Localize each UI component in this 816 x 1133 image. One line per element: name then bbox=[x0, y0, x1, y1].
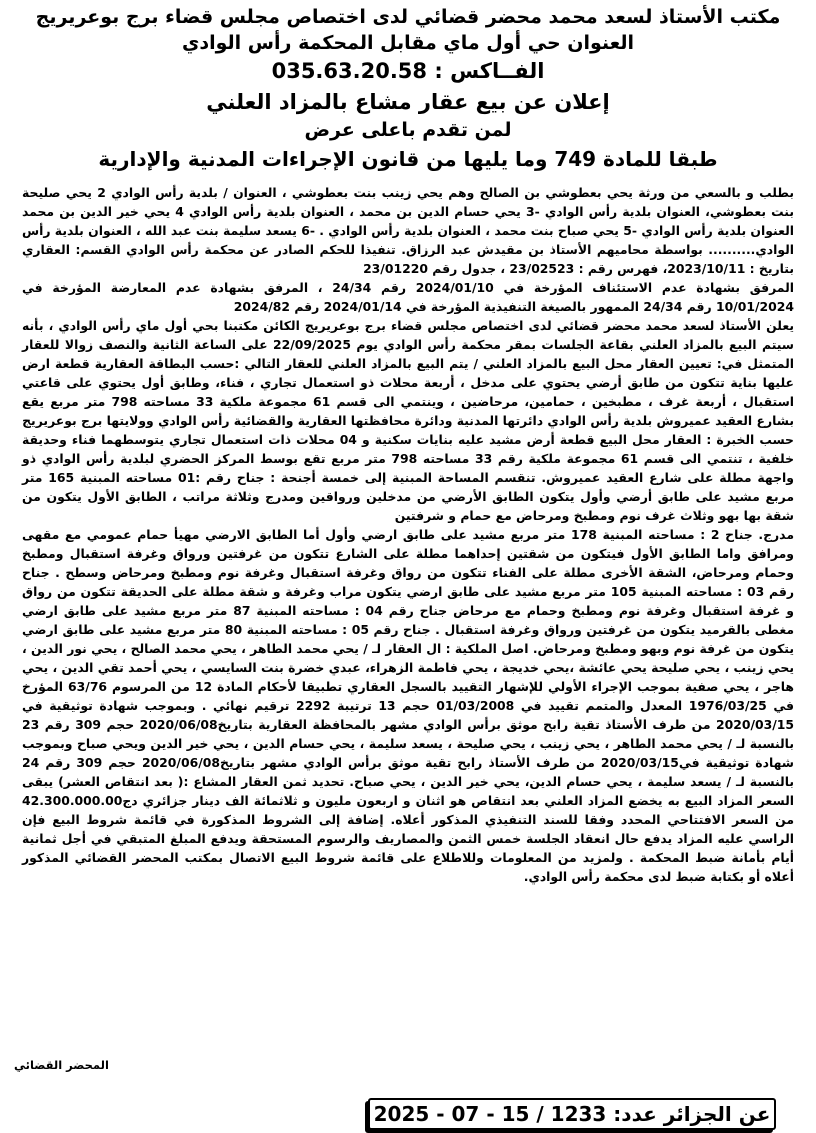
legal-reference: طبقا للمادة 749 وما يليها من قانون الإجراءات المدنية والإدارية bbox=[98, 146, 718, 171]
paragraph-requesters: بطلب و بالسعي من ورثة يحي بعطوشي بن الصالح وهم يحي زينب بنت بعطوشي ، العنوان / بلدية رأس الوادي 2 يحي صليحة بنت بعطوشي، العنوان بلدية رأس الوادي -3 يحي حسام الدين بن محمد ، العنوان بلدية رأس الوادي 4 يحي خير الدين بن محمد العنوان بلدية رأس الوادي -5 يحي صباح بنت محمد ، العنوان بلدية رأس الوادي . -6 يسعد سليمة بنت عبد الله ، العنوان بلدية رأس الوادي.......... بواسطة محاميهم الأستاذ بن مقيدش عبد الرزاق. تنفيذا للحكم الصادر عن محكمة رأس الوادي القسم: العقاري بتاريخ : 2023/10/11، فهرس رقم : 23/02523 ، جدول رقم 23/01220 bbox=[22, 184, 794, 276]
publication-footer: عن الجزائر عدد: 1233 / 15 - 07 - 2025 bbox=[368, 1098, 776, 1130]
paragraph-certificates: المرفق بشهادة عدم الاستئناف المؤرخة في 2024/01/10 رقم 24/34 ، المرفق بشهادة عدم المعارضة المؤرخة في 10/01/2024 رقم 24/34 الممهور بالصيغة التنفيذية المؤرخة في 2024/01/14 رقم 2024/82 bbox=[22, 279, 794, 314]
fax-number: الفــاكس : 035.63.20.58 bbox=[271, 58, 545, 83]
paragraph-auction-announcement: يعلن الأستاذ لسعد محمد محضر قضائي لدى اختصاص مجلس قضاء برج بوعريريج الكائن مكتبنا بحي أول ماي رأس الوادي ، بأنه سيتم البيع بالمزاد العلني بقاعة الجلسات بمقر محكمة رأس الوادي يوم 22/09/2025 على الساعة الثانية والنصف زوالا للعقار المتمثل في: تعيين العقار محل البيع بالمزاد العلني / يتم البيع بالمزاد العلني للعقار التالي :حسب البطاقة العقارية قطعة ارض عليها بناية تتكون من طابق أرضي يحتوي على مدخل ، أربعة محلات ذو استعمال تجاري ، فناء، وطابق أول يحتوي على قاعتي استقبال ، أربعة غرف ، مطبخين ، حمامين، مرحاضين ، وينتمي الى قسم 61 مجموعة ملكية 33 مساحته 798 متر مربع يقع بشارع العقيد عميروش بلدية رأس الوادي دائرتها المدنية ودائرة محافظتها العقارية والقضائية رأس الوادي وولايتها برج بوعريريج bbox=[22, 317, 794, 428]
paragraph-expertise: حسب الخبرة : العقار محل البيع قطعة أرض مشيد عليه بنايات سكنية و 04 محلات ذات استعمال تجاري يتوسطهما فناء وحديقة خلفية ، تنتمي الى قسم 61 مجموعة ملكية رقم 33 مساحته 798 متر مربع تقع بوسط المركز الحضري لبلدية رأس الوادي ذو واجهة مطلة على شارع العقيد عميروش. تنقسم المساحة المبنية إلى خمسة أجنحة : جناح رقم :01 مساحته المبنية 165 متر مربع مشيد على طابق أرضي وأول يتكون الطابق الأرضي من مدخلين ورواقين ومدرج وثلاثة مراتب ، الطابق الأول يتكون من شقة بها بهو وثلاث غرف نوم ومطبخ ومرحاض مع حمام و شرفتين bbox=[22, 431, 795, 523]
paragraph-property-details: مدرج. جناح 2 : مساحته المبنية 178 متر مربع مشيد على طابق ارضي وأول أما الطابق الارضي مهيأ حمام عمومي مع مقهى ومرافق واما الطابق الأول فيتكون من شقتين إحداهما مطلة على الشارع تتكون من غرفتين ورواق وغرفة استقبال ومطبخ وحمام ومرحاض، الشقة الأخرى مطلة على الفناء تتكون من رواق وغرفة استقبال وغرفة نوم ومطبخ ومرحاض وسطح . جناح رقم 03 : مساحته المبنية 105 متر مربع مشيد على طابق ارضي يتكون مراب وغرفة و شقة مطلة على الحديقة تتكون من رواق و غرفة استقبال وغرفة نوم ومطبخ وحمام مع مرحاض جناح رقم 04 : مساحته المبنية 87 متر مربع مشيد على طابق ارضي مغطى بالقرميد يتكون من غرفتين ورواق وغرفة استقبال . جناح رقم 05 : مساحته المبنية 80 متر مربع مشيد على طابق ارضي يتكون من غرفة نوم وبهو ومطبخ ومرحاض. اصل الملكية : ال العقار لـ / يحي محمد الطاهر ، يحي محمد الصالح ، يحي نور الدين ، يحي زينب ، يحي صليحة يحي عائشة ،يحي خديجة ، يحي فاطمة الزهراء، عبدي خضرة بنت السايسي ، يحي أحمد تقي الدين ، يحي هاجر ، يحي صفية بموجب الإجراء الأولي للإشهار التقييد بالسجل العقاري تطبيقا لأحكام المادة 12 من المرسوم 63/76 المؤرخ في 1976/03/25 المعدل والمتمم تقييد في 01/03/2008 حجم 13 ترتيبة 2292 ترقيم نهائي . وبموجب شهادة توثيقية في 2020/03/15 من طرف الأستاذ تقية رابح موثق برأس الوادي مشهر بالمحافظة العقارية بتاريخ2020/06/08 حجم 309 رقم 23 بالنسبة لـ / يحي محمد الطاهر ، يحي زينب ، يحي صليحة ، يسعد سليمة ، يحي حسام الدين ، يحي خير الدين ويحي صباح وبموجب شهادة توثيقية في2020/03/15 من طرف الأستاذ رابح تقية موثق برأس الوادي مشهر بتاريخ2020/06/08 حجم 309 رقم 24 بالنسبة لـ / يسعد سليمة ، يحي حسام الدين، يحي خير الدين ، يحي صباح. تحديد ثمن العقار المشاع :( بعد انتقاص العشر) يبقى السعر المزاد البيع به يخضع المزاد العلني بعد انتقاص هو اثنان و اربعون مليون و ثلاثمائة الف دينار جزائري دج42.300.000.00 من السعر الافتتاحي المحدد وفقا للسند التنفيذي المذكور أعلاه. إضافة إلى الشروط المذكورة في قائمة شروط البيع فإن الراسي عليه المزاد يدفع حال انعقاد الجلسة خمس الثمن والمصاريف والرسوم المستحقة ويدفع المبلغ المتبقي في أجل ثمانية أيام بأمانة ضبط المحكمة . ولمزيد من المعلومات وللاطلاع على قائمة شروط البيع الاتصال بمكتب المحضر القضائي المذكور أعلاه أو بكتابة ضبط لدى محكمة رأس الوادي. bbox=[22, 526, 795, 884]
bailiff-signature: المحضر القضائي bbox=[14, 1058, 109, 1072]
notice-subtitle: لمن تقدم باعلى عرض bbox=[304, 118, 512, 141]
notice-title: إعلان عن بيع عقار مشاع بالمزاد العلني bbox=[206, 89, 610, 114]
legal-notice-page bbox=[22, 4, 794, 1129]
notice-header bbox=[22, 6, 794, 171]
office-name: مكتب الأستاذ لسعد محمد محضر قضائي لدى اختصاص مجلس قضاء برج بوعريريج bbox=[35, 6, 781, 28]
office-address: العنوان حي أول ماي مقابل المحكمة رأس الوادي bbox=[181, 31, 635, 54]
notice-body bbox=[22, 183, 794, 886]
